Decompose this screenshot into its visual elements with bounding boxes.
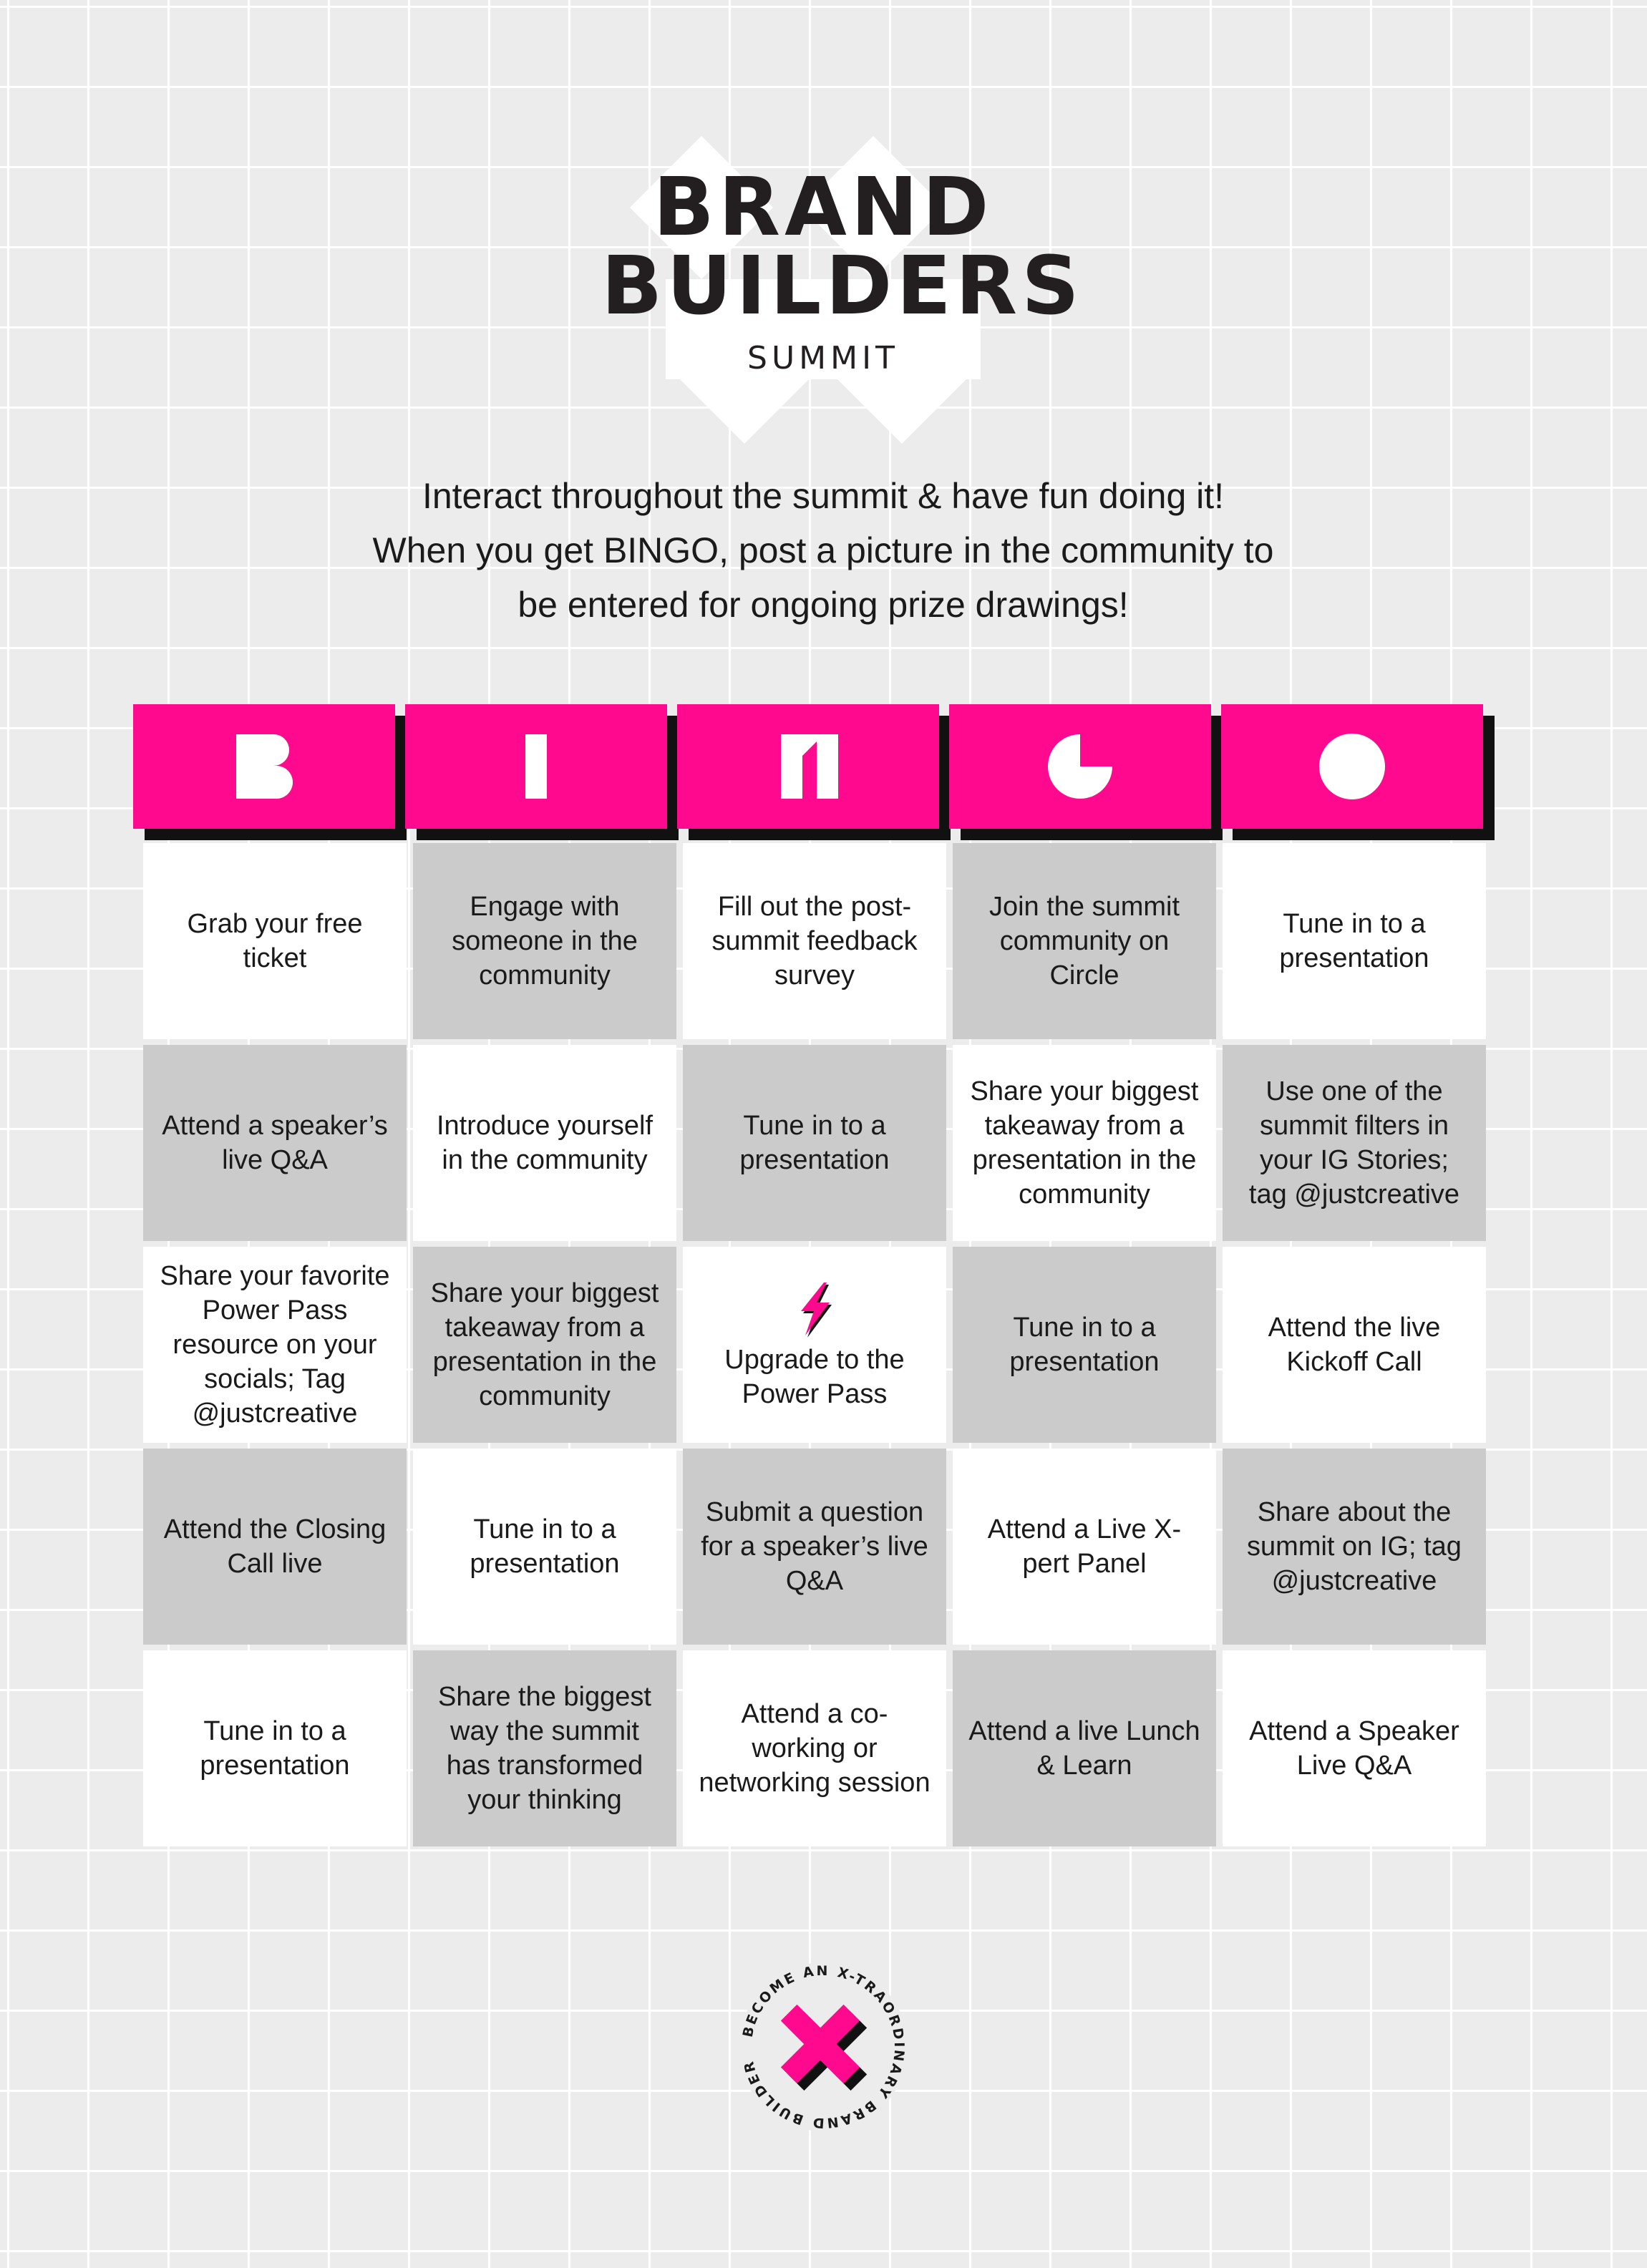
bingo-cell[interactable] <box>413 1045 676 1241</box>
header-tile-b <box>133 704 395 829</box>
bingo-grid <box>143 843 1489 1848</box>
bingo-cell-text: Attend a co-working or networking session <box>699 1699 931 1798</box>
letter-g-glyph <box>949 704 1211 829</box>
bingo-cell[interactable] <box>683 843 946 1039</box>
bingo-cell-text: Join the summit community on Circle <box>988 892 1180 991</box>
bingo-cell-text: Tune in to a presentation <box>470 1514 620 1579</box>
lightning-bolt-icon <box>790 1278 840 1338</box>
intro-text <box>215 469 1432 632</box>
bingo-cell-text: Attend the Closing Call live <box>163 1514 387 1579</box>
bingo-cell-text: Share your biggest takeaway from a presentation in the community <box>970 1076 1199 1210</box>
badge-graphic <box>734 1957 913 2136</box>
header-tile-g <box>949 704 1211 829</box>
bingo-cell[interactable] <box>1223 1247 1486 1443</box>
intro-line-3: be entered for ongoing prize drawings! <box>518 585 1129 625</box>
bingo-cell[interactable] <box>1223 1650 1486 1846</box>
bingo-cell[interactable] <box>953 1449 1216 1645</box>
bingo-cell[interactable] <box>1223 1449 1486 1645</box>
summit-logo <box>601 136 1084 444</box>
bingo-cell[interactable] <box>1223 1045 1486 1241</box>
bingo-cell[interactable] <box>143 1650 407 1846</box>
brand-builder-badge <box>734 1957 913 2136</box>
bingo-cell-text: Upgrade to the Power Pass <box>724 1345 905 1409</box>
header-tile-i <box>405 704 667 829</box>
bingo-header <box>133 704 1492 840</box>
bingo-cell[interactable] <box>143 843 407 1039</box>
bingo-cell[interactable] <box>413 843 676 1039</box>
bingo-cell[interactable] <box>143 1247 407 1443</box>
bingo-cell[interactable] <box>683 1045 946 1241</box>
letter-b-glyph <box>133 704 395 829</box>
bingo-cell[interactable] <box>953 1247 1216 1443</box>
bingo-cell[interactable] <box>413 1650 676 1846</box>
intro-line-1: Interact throughout the summit & have fun doing it! <box>422 476 1225 516</box>
bingo-cell-text: Attend a Live X-pert Panel <box>987 1514 1182 1579</box>
bingo-cell-text: Engage with someone in the community <box>452 892 638 991</box>
bingo-cell-text: Share your favorite Power Pass resource on your socials; Tag @justcreative <box>160 1261 390 1429</box>
logo-title-line-1: BRAND <box>653 161 993 254</box>
bingo-cell[interactable] <box>953 1045 1216 1241</box>
bingo-cell-text: Submit a question for a speaker’s live Q&A <box>701 1497 928 1596</box>
letter-i-glyph <box>405 704 667 829</box>
bingo-cell[interactable] <box>683 1650 946 1846</box>
letter-n-glyph <box>677 704 939 829</box>
bingo-cell-text: Attend a Speaker Live Q&A <box>1249 1716 1459 1781</box>
bingo-cell-text: Tune in to a presentation <box>739 1111 890 1175</box>
bingo-cell-text: Share your biggest takeaway from a presentation in the community <box>430 1278 659 1411</box>
bingo-cell-text: Grab your free ticket <box>187 909 363 973</box>
bingo-cell-text: Tune in to a presentation <box>1279 909 1429 973</box>
bingo-cell[interactable] <box>683 1449 946 1645</box>
bingo-cell-text: Use one of the summit filters in your IG Stories; tag @justcreative <box>1248 1076 1460 1210</box>
bingo-cell[interactable] <box>143 1449 407 1645</box>
bingo-cell[interactable] <box>1223 843 1486 1039</box>
bingo-cell-text: Tune in to a presentation <box>200 1716 350 1781</box>
bingo-cell-text: Share the biggest way the summit has transformed your thinking <box>438 1682 651 1815</box>
bingo-cell-text: Attend a live Lunch & Learn <box>968 1716 1200 1781</box>
bingo-cell-text: Introduce yourself in the community <box>436 1111 654 1175</box>
bingo-cell-text: Fill out the post-summit feedback survey <box>711 892 918 991</box>
logo-title-line-2: BUILDERS <box>601 240 1084 333</box>
bingo-cell[interactable] <box>953 843 1216 1039</box>
bingo-cell-free-space[interactable] <box>683 1247 946 1443</box>
header-tile-n <box>677 704 939 829</box>
bingo-cell[interactable] <box>143 1045 407 1241</box>
bingo-cell[interactable] <box>413 1247 676 1443</box>
bingo-cell-text: Share about the summit on IG; tag @justcreative <box>1247 1497 1462 1596</box>
header-tile-o <box>1221 704 1483 829</box>
bingo-cell-text: Tune in to a presentation <box>1009 1313 1160 1377</box>
letter-o-glyph <box>1221 704 1483 829</box>
logo-subtitle: SUMMIT <box>747 340 899 376</box>
bingo-cell[interactable] <box>413 1449 676 1645</box>
bingo-cell-text: Attend the live Kickoff Call <box>1268 1313 1441 1377</box>
bingo-cell-text: Attend a speaker’s live Q&A <box>162 1111 388 1175</box>
intro-line-2: When you get BINGO, post a picture in the community to <box>372 530 1274 570</box>
bingo-cell[interactable] <box>953 1650 1216 1846</box>
badge-ring-text: BECOME AN X-TRAORDINARY BRAND BUILDER <box>739 1962 908 2131</box>
